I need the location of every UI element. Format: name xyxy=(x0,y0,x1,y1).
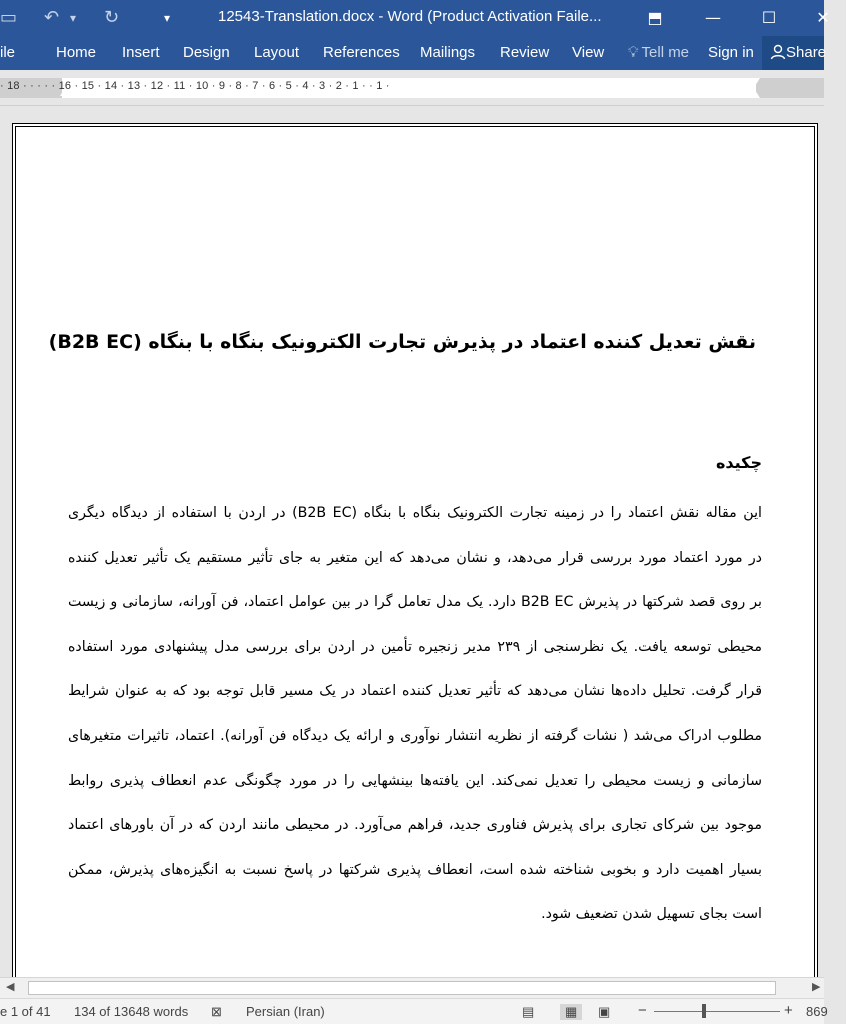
ruler-labels: · 18 · · · · · 16 · 15 · 14 · 13 · 12 · 11 · 10 · 9 · 8 · 7 · 6 · 5 · 4 · 3 · 2 · 1 · · 1 · xyxy=(0,80,390,92)
share-button[interactable] xyxy=(762,36,827,70)
undo-dropdown-icon[interactable]: ▾ xyxy=(70,11,77,25)
abstract-line: قرار گرفت. تحلیل داده‌ها نشان می‌دهد که تأثیر تعدیل کننده اعتماد در یک مسیر قابل توجه بود که به عنوان شرایط xyxy=(68,683,762,700)
tab-mailings[interactable]: Mailings xyxy=(420,44,476,61)
abstract-line: موجود بین شرکای تجاری برای پذیرش فناوری جدید، فراهم می‌آورد. در محیطی مانند اردن که در آن باورهای اعتماد xyxy=(68,817,762,834)
read-mode-icon[interactable]: ▤ xyxy=(522,1004,535,1019)
abstract-body xyxy=(68,491,762,937)
window-title: 12543-Translation.docx - Word (Product Activation Faile... xyxy=(218,8,602,25)
web-layout-icon[interactable]: ▣ xyxy=(598,1004,611,1019)
abstract-line: بسیار اهمیت دارد و بخوبی شناخته شده است، انعطاف پذیری شرکتها در پاسخ نسبت به انگیزه‌های پذیرش، ممکن xyxy=(68,861,762,878)
tell-me-box[interactable] xyxy=(628,44,689,61)
status-bar xyxy=(0,998,828,1024)
maximize-button[interactable]: ☐ xyxy=(761,8,777,27)
document-title: نقش تعدیل کننده اعتماد در پذیرش تجارت الکترونیک بنگاه با بنگاه (B2B EC) xyxy=(48,331,756,353)
tab-layout[interactable]: Layout xyxy=(254,44,300,61)
close-button[interactable]: ✕ xyxy=(816,8,830,27)
minimize-button[interactable]: — xyxy=(705,8,721,27)
word-count[interactable]: 134 of 13648 words xyxy=(74,1004,189,1019)
ribbon-display-options-icon[interactable]: ⬒ xyxy=(647,8,663,27)
abstract-line: در مورد اعتماد مورد بررسی قرار می‌دهد، و نشان می‌دهد که این متغیر به جای تأثیر مستقیم یک تأثیر تعدیل کننده xyxy=(68,549,762,566)
abstract-line: سازمانی و زیست محیطی را تعدیل نمی‌کند. این یافته‌ها بینشهایی را در مورد چگونگی عدم انعطاف پذیری روابط xyxy=(68,772,762,789)
tab-file[interactable]: ile xyxy=(0,44,16,61)
save-icon[interactable]: ▭ xyxy=(0,7,18,28)
zoom-in-button[interactable]: + xyxy=(784,1002,793,1019)
abstract-line: این مقاله نقش اعتماد را در زمینه تجارت الکترونیک بنگاه با بنگاه (B2B EC) در اردن با استفاده از دیدگاه دیگری xyxy=(68,505,762,521)
lightbulb-icon: 💡︎ xyxy=(628,44,639,61)
undo-icon[interactable]: ↶ xyxy=(44,7,60,28)
redo-icon[interactable]: ↻ xyxy=(104,7,120,28)
abstract-line: بر روی قصد شرکتها در پذیرش B2B EC دارد. یک مدل تعامل گرا در بین عوامل اعتماد، فن آورانه، سازمانی و زیست xyxy=(68,594,763,611)
tab-design[interactable]: Design xyxy=(183,44,230,61)
tell-me-label: Tell me xyxy=(641,44,690,61)
abstract-line: محیطی توسعه یافت. یک نظرسنجی از ۲۳۹ مدیر زنجیره تأمین در اردن برای بررسی مدل پیشنهادی مورد استفاده xyxy=(68,638,763,655)
ribbon-tabs xyxy=(0,36,827,70)
abstract-line: است بجای تسهیل شدن تضعیف شود. xyxy=(541,906,762,923)
scroll-right-icon[interactable]: ▶ xyxy=(812,980,821,993)
tab-view[interactable]: View xyxy=(572,44,605,61)
zoom-out-button[interactable]: − xyxy=(638,1002,647,1019)
tab-references[interactable]: References xyxy=(323,44,400,61)
zoom-level[interactable]: 869 xyxy=(806,1004,828,1019)
right-indent-marker[interactable] xyxy=(750,90,760,98)
tab-home[interactable]: Home xyxy=(56,44,97,61)
horizontal-scrollbar[interactable] xyxy=(0,977,824,998)
abstract-line: مطلوب ادراک می‌شد ( نشات گرفته از نظریه انتشار نوآوری و ارائه یک دیدگاه فن آورانه). اعتماد، تاثیرات متغیرهای xyxy=(68,727,762,744)
scroll-left-icon[interactable]: ◀ xyxy=(6,980,15,993)
customize-toolbar-icon[interactable]: ▾ xyxy=(164,11,171,25)
share-label: Share xyxy=(786,44,827,61)
sign-in-link[interactable]: Sign in xyxy=(708,44,754,61)
horizontal-ruler[interactable] xyxy=(0,70,824,106)
page-count[interactable]: e 1 of 41 xyxy=(0,1004,51,1019)
document-area[interactable] xyxy=(0,107,824,977)
person-icon xyxy=(770,44,786,60)
language-indicator[interactable]: Persian (Iran) xyxy=(246,1004,325,1019)
title-bar xyxy=(0,0,830,36)
proofing-icon[interactable]: ⊠ xyxy=(211,1004,222,1019)
left-indent-marker[interactable] xyxy=(60,88,70,96)
tab-insert[interactable]: Insert xyxy=(122,44,160,61)
tab-review[interactable]: Review xyxy=(500,44,550,61)
zoom-slider-knob[interactable] xyxy=(702,1004,706,1018)
print-layout-icon[interactable]: ▦ xyxy=(560,1004,582,1020)
abstract-heading: چکیده xyxy=(715,453,762,472)
first-line-indent-marker[interactable] xyxy=(750,78,760,86)
scrollbar-thumb[interactable] xyxy=(28,981,776,995)
document-page[interactable] xyxy=(12,123,821,1023)
zoom-slider[interactable] xyxy=(654,1011,780,1012)
